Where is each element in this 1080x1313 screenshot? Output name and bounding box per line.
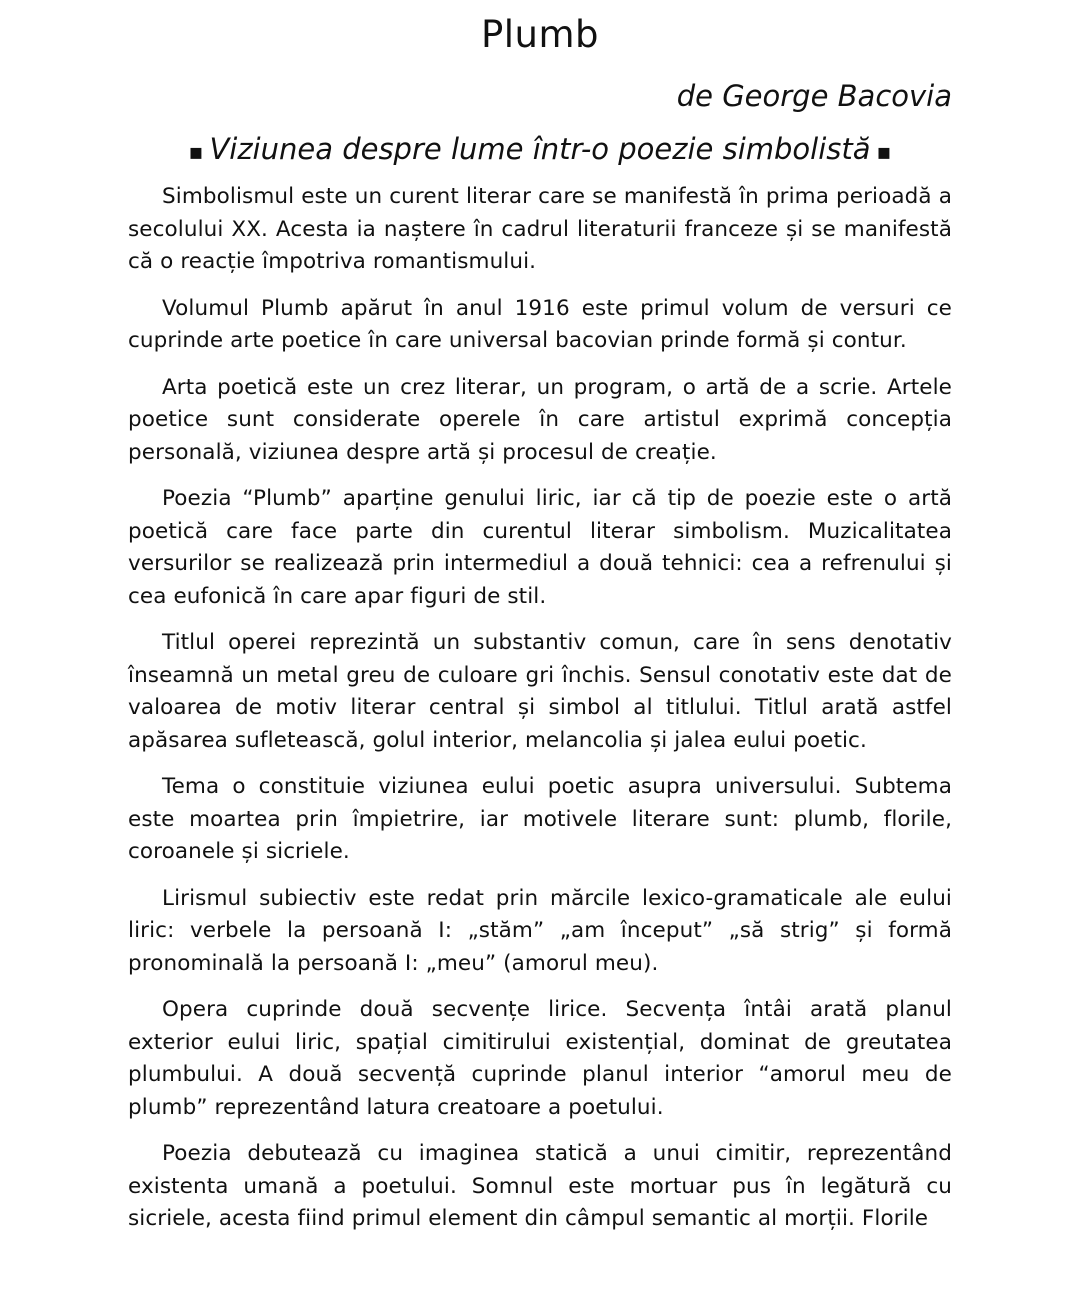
paragraph: Opera cuprinde două secvențe lirice. Secvența întâi arată planul exterior eului liric, spațial cimitirului existențial, dominat de greutatea plumbului. A două secvență cuprinde planul interior “amorul meu de plumb” reprezentând latura creatoare a poetului.: [128, 997, 952, 1120]
document-body: [128, 181, 952, 1236]
document-subtitle: Viziunea despre lume într-o poezie simbolistă: [209, 132, 871, 166]
paragraph: Titlul operei reprezintă un substantiv comun, care în sens denotativ înseamnă un metal greu de culoare gri închis. Sensul conotativ este dat de valoarea de motiv literar central și simbol al titlului. Titlul arată astfel apăsarea sufletească, golul interior, melancolia și jalea eului poetic.: [128, 630, 952, 753]
paragraph: Poezia “Plumb” aparține genului liric, iar că tip de poezie este o artă poetică care face parte din curentul literar simbolism. Muzicalitatea versurilor se realizează prin intermediul a două tehnici: cea a refrenului și cea eufonică în care apar figuri de stil.: [128, 486, 952, 609]
document-author: de George Bacovia: [676, 79, 952, 113]
paragraph: Tema o constituie viziunea eului poetic asupra universului. Subtema este moartea prin împietrire, iar motivele literare sunt: plumb, florile, coroanele și sicriele.: [128, 774, 952, 864]
paragraph: Arta poetică este un crez literar, un program, o artă de a scrie. Artele poetice sunt considerate operele în care artistul exprimă concepția personală, viziunea despre artă și procesul de creație.: [128, 374, 952, 465]
document-subtitle-line: [128, 129, 952, 173]
document-title: Plumb: [480, 13, 600, 56]
paragraph: Simbolismul este un curent literar care se manifestă în prima perioadă a secolului XX. Acesta ia naștere în cadrul literaturii franceze și se manifestă că o reacție împotriva romantismului.: [128, 184, 952, 274]
subtitle-bullet-left: ▪: [188, 140, 204, 165]
document-page: [128, 0, 952, 1250]
paragraph: Poezia debutează cu imaginea statică a unui cimitir, reprezentând existenta umană a poetului. Somnul este mortuar pus în legătură cu sicriele, acesta fiind primul element din câmpul semantic al morții. Florile: [128, 1141, 952, 1231]
paragraph: Volumul Plumb apărut în anul 1916 este primul volum de versuri ce cuprinde arte poetice în care universal bacovian prinde formă și contur.: [128, 295, 952, 353]
subtitle-bullet-right: ▪: [876, 140, 892, 165]
paragraph: Lirismul subiectiv este redat prin mărcile lexico-gramaticale ale eului liric: verbele la persoană I: „stăm” „am început” „să strig” și formă pronominală la persoană I: „meu” (amorul meu).: [128, 885, 952, 976]
